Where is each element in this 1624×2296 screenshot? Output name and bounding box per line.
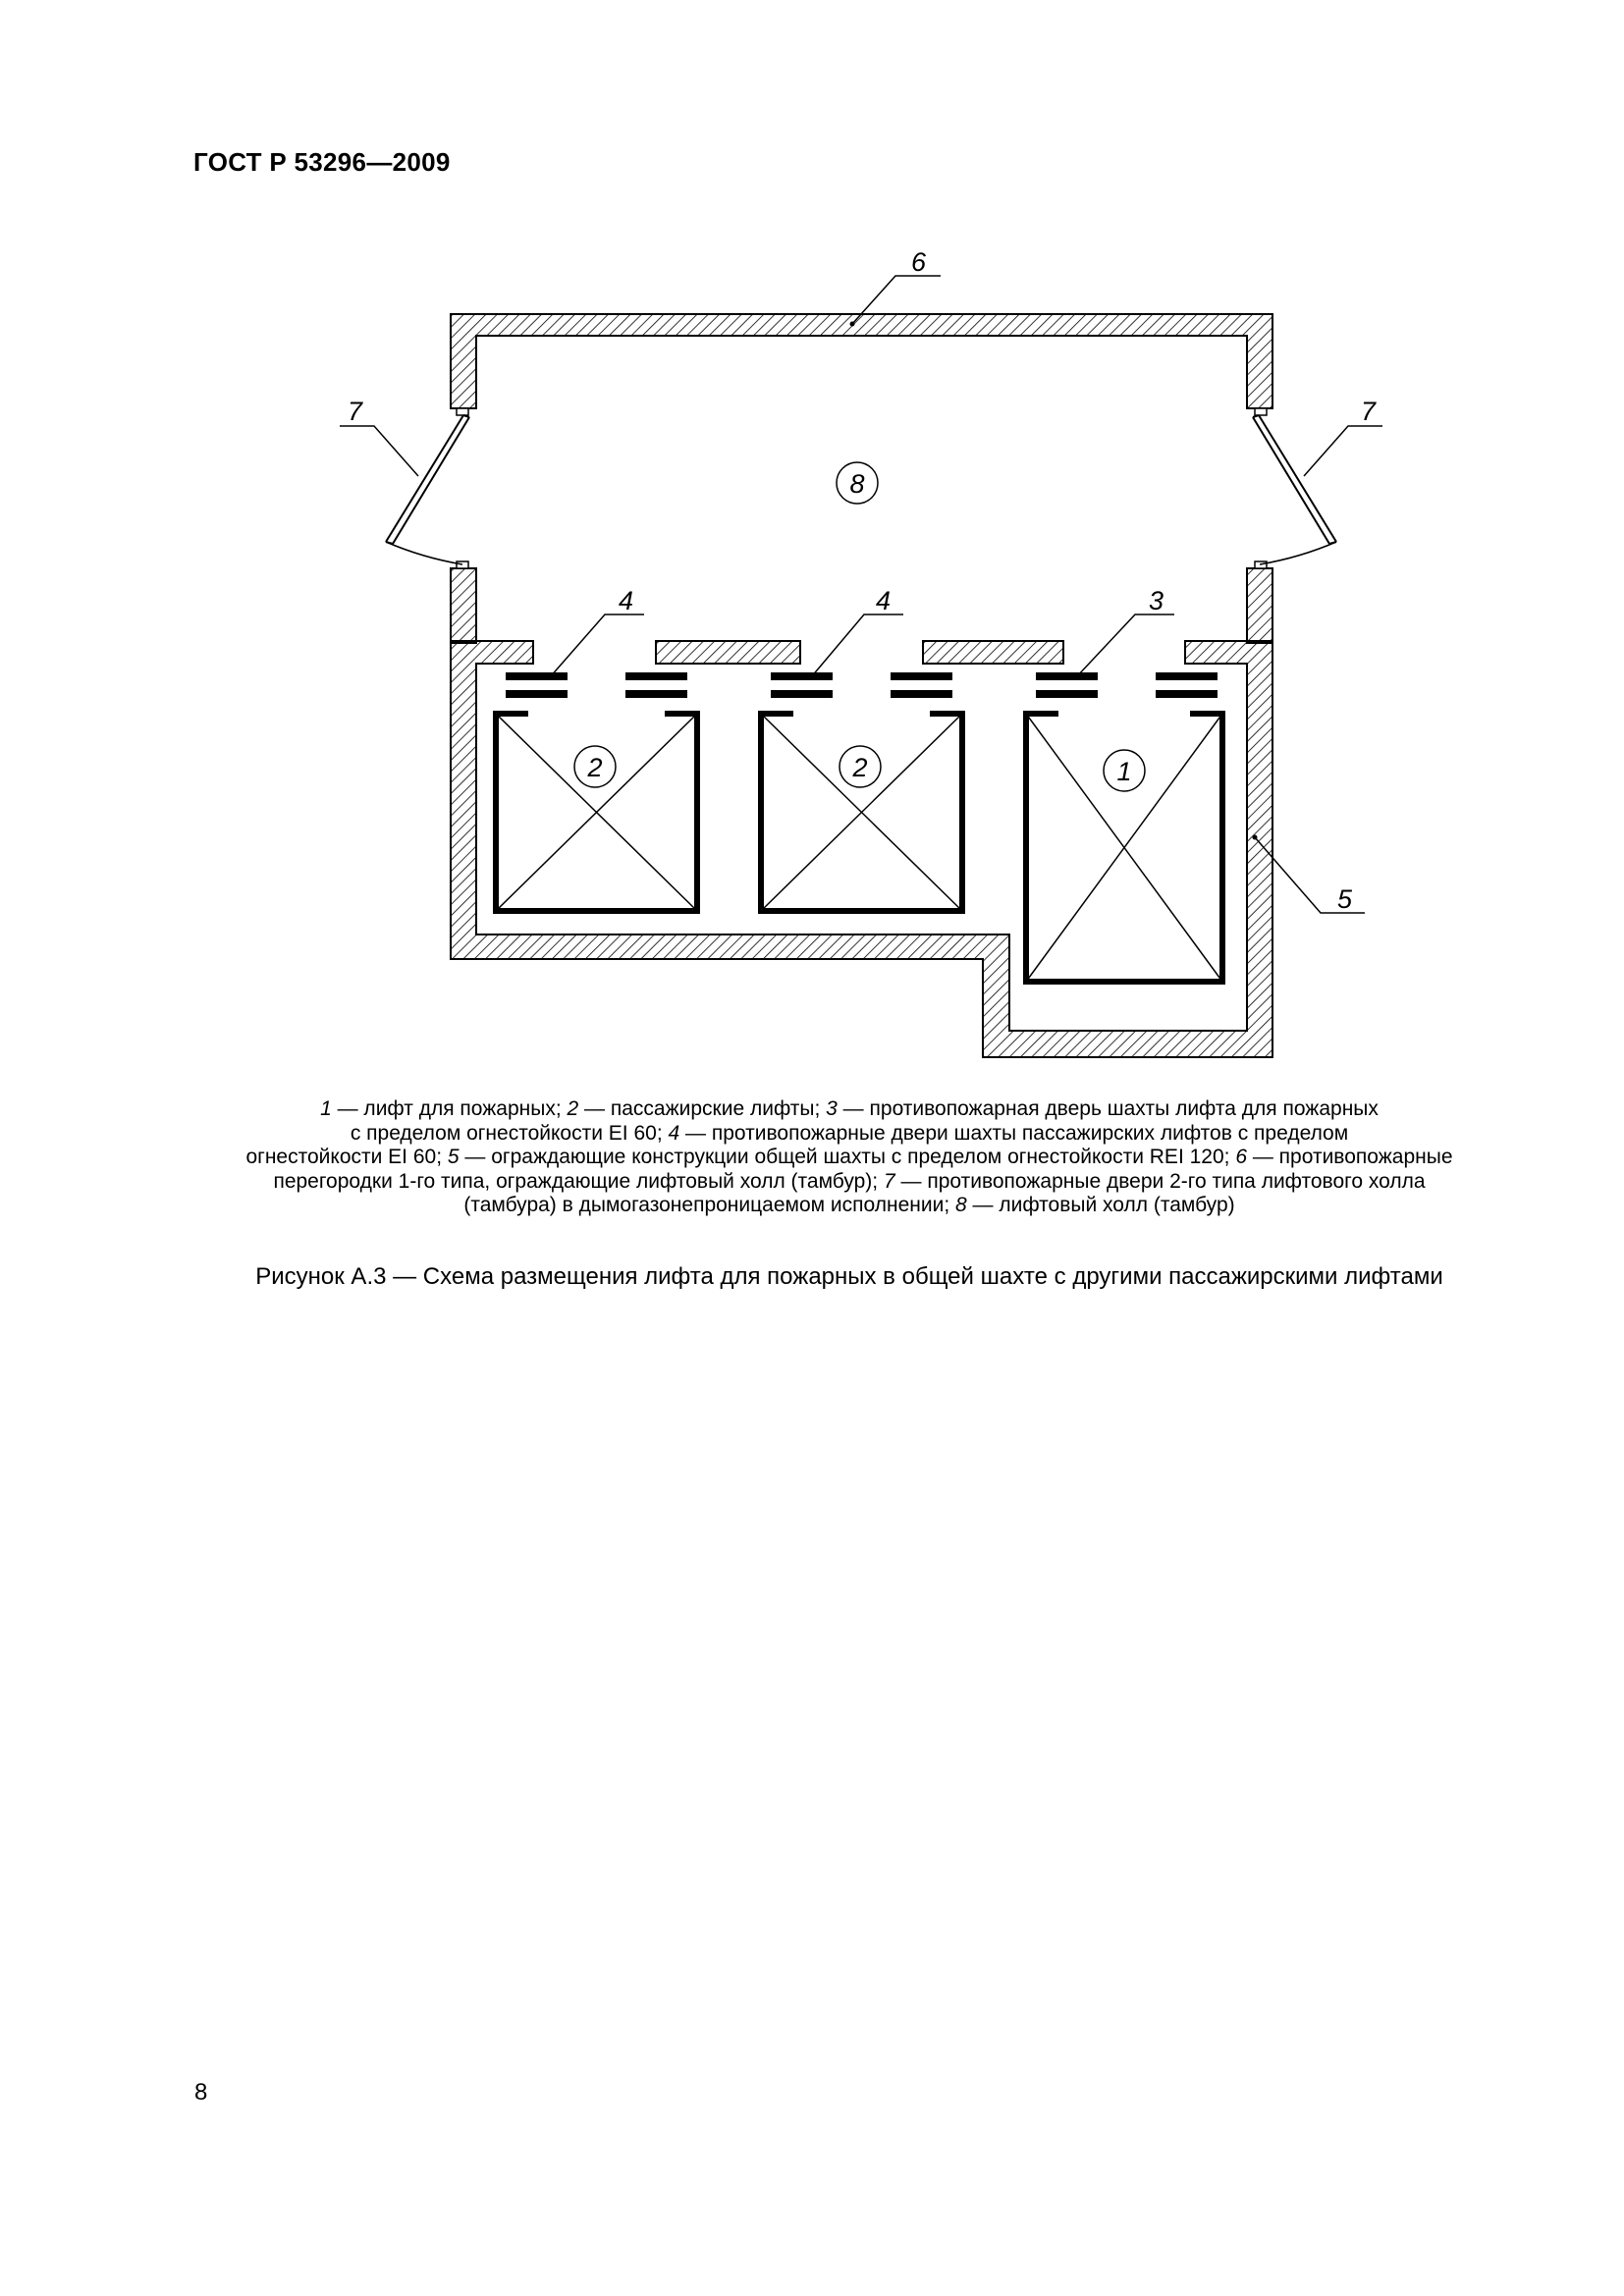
- shaft-door-left: [506, 672, 687, 698]
- elevator-car-left: [496, 714, 697, 911]
- lobby-left-lower-wall: [451, 568, 476, 643]
- lobby-door-left: [386, 415, 469, 564]
- partition-segment-1: [656, 641, 800, 664]
- legend-line: [196, 1194, 1502, 1218]
- legend-text: с пределом огнестойкости EI 60;: [350, 1121, 669, 1145]
- legend-number: 8: [955, 1194, 967, 1216]
- lobby-door-right: [1253, 415, 1336, 564]
- callout-6: 6: [911, 247, 927, 277]
- shaft-door-middle: [771, 672, 952, 698]
- legend-line: [196, 1146, 1502, 1170]
- legend-text: (тамбура) в дымогазонепроницаемом исполнении;: [463, 1194, 955, 1216]
- shaft-enclosure-wall: [451, 641, 1272, 1057]
- legend-number: 2: [567, 1097, 579, 1120]
- legend-text: — лифт для пожарных;: [331, 1097, 568, 1120]
- callout-7-left: 7: [348, 397, 363, 426]
- legend-number: 6: [1235, 1146, 1248, 1168]
- elevator-car-middle: [761, 714, 962, 911]
- legend-text: — лифтовый холл (тамбур): [966, 1194, 1235, 1216]
- legend-number: 4: [668, 1121, 680, 1145]
- page-number: 8: [194, 2079, 208, 2106]
- circle-label-car-firefighter: 1: [1116, 757, 1132, 786]
- callout-4-left: 4: [619, 586, 634, 615]
- legend-text: — противопожарные двери 2-го типа лифтового холла: [894, 1169, 1426, 1193]
- circle-label-car-middle: 2: [852, 753, 868, 782]
- legend-number: 7: [883, 1169, 895, 1193]
- callout-3: 3: [1149, 586, 1164, 615]
- document-header: ГОСТ Р 53296—2009: [193, 147, 451, 177]
- legend-line: [196, 1122, 1502, 1147]
- callout-4-middle: 4: [876, 586, 892, 615]
- legend-number: 1: [320, 1097, 332, 1120]
- elevator-shaft-diagram: [0, 0, 1624, 1080]
- legend-number: 3: [826, 1097, 838, 1120]
- lobby-right-lower-wall: [1247, 568, 1272, 643]
- legend-text: огнестойкости EI 60;: [245, 1146, 448, 1168]
- circle-label-lobby: 8: [849, 469, 865, 499]
- legend-text: — пассажирские лифты;: [578, 1097, 827, 1120]
- partition-segment-2: [923, 641, 1063, 664]
- legend-text: — противопожарная дверь шахты лифта для пожарных: [837, 1097, 1379, 1120]
- legend-number: 5: [447, 1146, 460, 1168]
- legend-text: — противопожарные: [1247, 1146, 1453, 1168]
- figure-caption: Рисунок А.3 — Схема размещения лифта для пожарных в общей шахте с другими пассажирскими лифтами: [255, 1263, 1443, 1290]
- legend-text: перегородки 1-го типа, ограждающие лифтовый холл (тамбур);: [273, 1169, 884, 1193]
- callout-7-right: 7: [1361, 397, 1377, 426]
- legend-text: — ограждающие конструкции общей шахты с пределом огнестойкости REI 120;: [459, 1146, 1236, 1168]
- legend-line: [196, 1170, 1502, 1195]
- leader-line-7-left: [340, 426, 418, 476]
- figure-legend: [196, 1097, 1502, 1218]
- leader-line-3: [1076, 614, 1174, 677]
- legend-line: [196, 1097, 1502, 1122]
- circle-label-car-left: 2: [587, 753, 603, 782]
- callout-5: 5: [1337, 884, 1353, 914]
- leader-line-4-middle: [811, 614, 903, 677]
- lobby-top-wall: [451, 314, 1272, 408]
- leader-line-4-left: [550, 614, 644, 677]
- legend-text: — противопожарные двери шахты пассажирских лифтов с пределом: [679, 1121, 1349, 1145]
- shaft-door-firefighter: [1036, 672, 1218, 698]
- leader-line-7-right: [1304, 426, 1382, 476]
